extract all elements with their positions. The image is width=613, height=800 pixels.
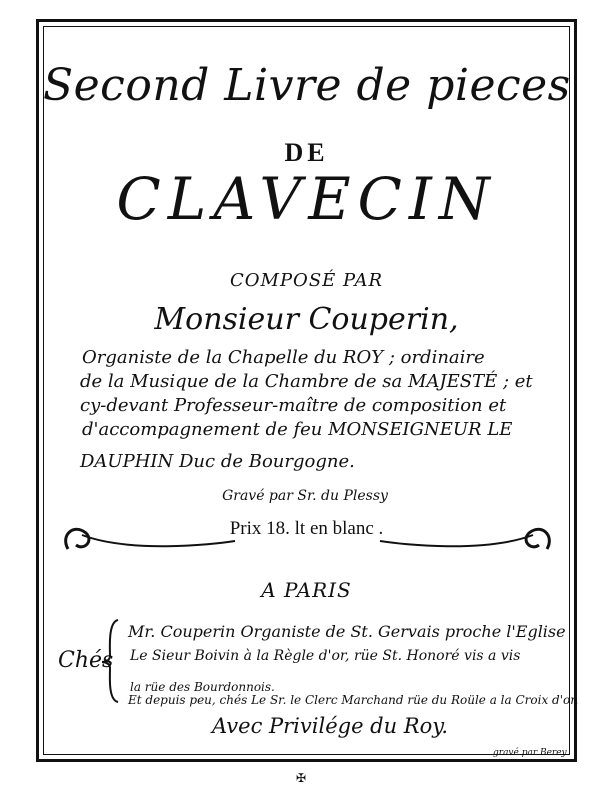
brace-icon xyxy=(100,618,122,703)
description-line-5: DAUPHIN Duc de Bourgogne. xyxy=(80,451,355,472)
description-line-3: cy-devant Professeur-maître de composition et xyxy=(80,395,507,416)
address-line-3: la rüe des Bourdonnois. xyxy=(130,680,275,694)
price: Prix 18. lt en blanc . xyxy=(229,518,384,539)
engraver-credit: Gravé par Sr. du Plessy xyxy=(222,488,388,504)
instrument-title: CLAVECIN xyxy=(116,165,497,233)
title-line: Second Livre de pieces xyxy=(43,60,571,111)
place: A PARIS xyxy=(261,578,352,602)
de-heading: DE xyxy=(284,138,329,167)
cross-ornament-icon: ✠ xyxy=(296,771,307,785)
compose-par: COMPOSÉ PAR xyxy=(229,270,384,291)
address-line-4: Et depuis peu, chés Le Sr. le Clerc Marchand rüe du Roüle a la Croix d'or. xyxy=(128,693,579,707)
description-line-1: Organiste de la Chapelle du ROY ; ordinaire xyxy=(82,347,485,368)
engraver-signature: gravé par Berey xyxy=(493,748,567,758)
ches-label: Chés xyxy=(58,648,114,673)
address-line-1: Mr. Couperin Organiste de St. Gervais proche l'Eglise xyxy=(128,622,566,641)
address-line-2: Le Sieur Boivin à la Règle d'or, rüe St. Honoré vis a vis xyxy=(130,648,521,664)
description-line-4: d'accompagnement de feu MONSEIGNEUR LE xyxy=(82,419,513,440)
description-line-2: de la Musique de la Chambre de sa MAJESTÉ ; et xyxy=(80,371,533,392)
privilege-notice: Avec Privilége du Roy. xyxy=(211,714,449,738)
author-name: Monsieur Couperin, xyxy=(154,302,459,337)
